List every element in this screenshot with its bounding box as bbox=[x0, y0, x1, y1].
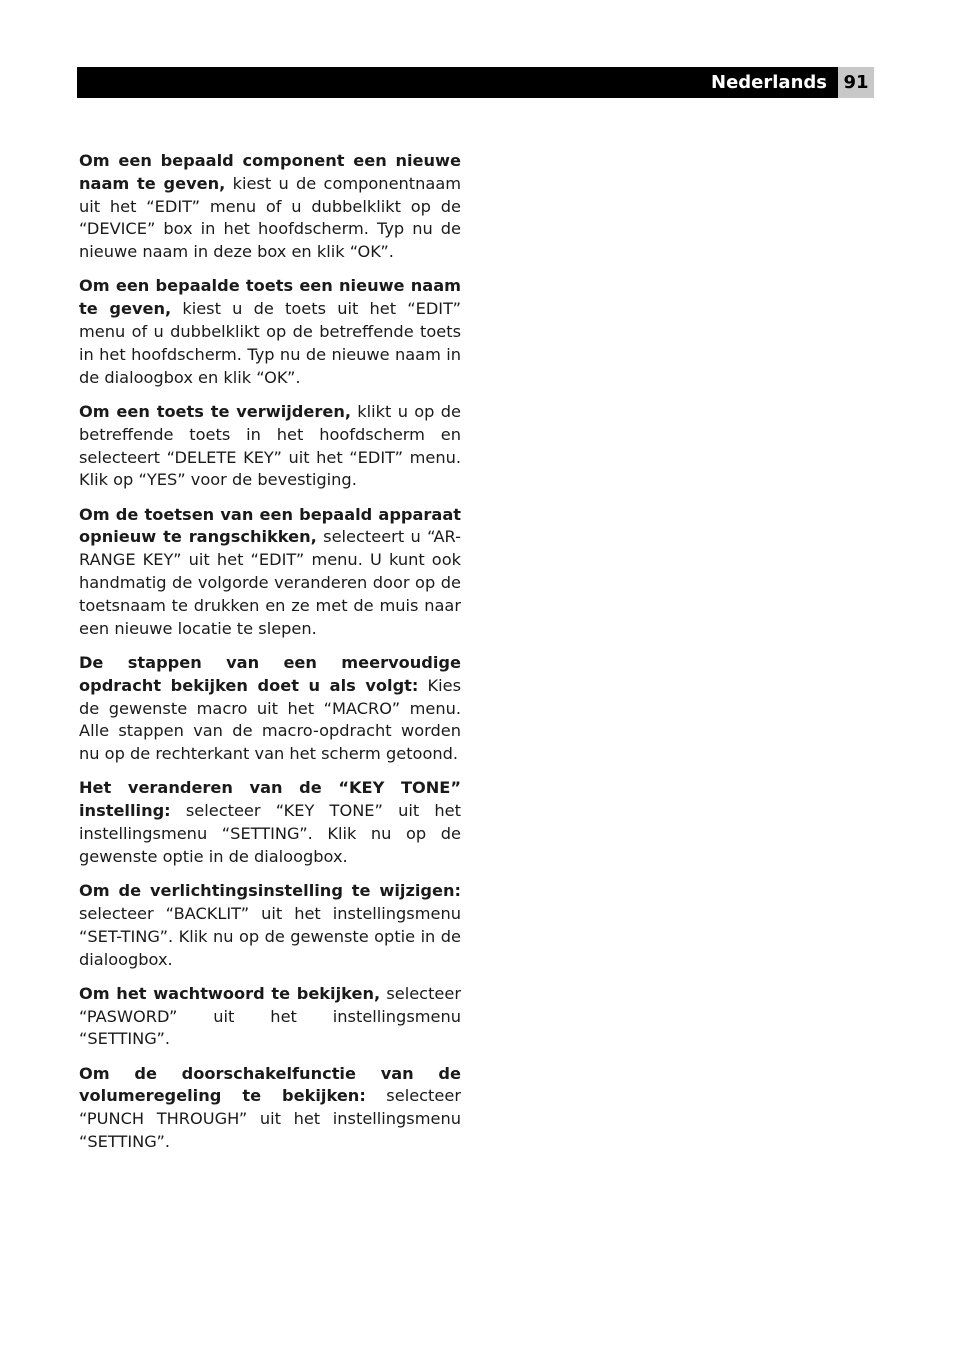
paragraph-macro-steps bbox=[79, 652, 461, 766]
paragraph-body: selecteert u “AR-RANGE KEY” uit het “EDIT” menu. U kunt ook handmatig de volgorde veranderen door op de toetsnaam te drukken en ze met de muis naar een nieuwe locatie te slepen. bbox=[79, 527, 461, 638]
main-text-column bbox=[79, 150, 461, 1165]
paragraph-lead: Om een toets te verwijderen, bbox=[79, 401, 351, 421]
page-header bbox=[77, 67, 874, 98]
header-language: Nederlands bbox=[711, 72, 827, 93]
paragraph-body: selecteer “KEY TONE” uit het instellingsmenu “SETTING”. Klik nu op de gewenste optie in de dialoogbox. bbox=[79, 801, 461, 866]
paragraph-lead: Om de toetsen van een bepaald apparaat opnieuw te rangschikken, bbox=[79, 504, 461, 547]
paragraph-body: klikt u op de betreffende toets in het hoofdscherm en selecteert “DELETE KEY” uit het “EDIT” menu. Klik op “YES” voor de bevestiging. bbox=[79, 401, 461, 490]
paragraph-body: kiest u de componentnaam uit het “EDIT” menu of u dubbelklikt op de “DEVICE” box in het hoofdscherm. Typ nu de nieuwe naam in deze box en klik “OK”. bbox=[79, 173, 462, 262]
paragraph-lead: Om een bepaalde toets een nieuwe naam te geven, bbox=[79, 276, 461, 319]
paragraph-lead: Het veranderen van de “KEY TONE” instelling: bbox=[79, 778, 461, 821]
paragraph-backlight bbox=[79, 880, 461, 971]
paragraph-lead: Om de doorschakelfunctie van de volumeregeling te bekijken: bbox=[79, 1063, 461, 1106]
paragraph-body: selecteer “BACKLIT” uit het instellingsmenu “SET-TING”. Klik nu op de gewenste optie in de dialoogbox. bbox=[79, 903, 461, 969]
paragraph-punch-through bbox=[79, 1063, 461, 1154]
paragraph-lead: De stappen van een meervoudige opdracht bekijken doet u als volgt: bbox=[79, 652, 461, 695]
paragraph-rename-component bbox=[79, 150, 461, 264]
paragraph-body: kiest u de toets uit het “EDIT” menu of u dubbelklikt op de betreffende toets in het hoofdscherm. Typ nu de nieuwe naam in de dialoogbox en klik “OK”. bbox=[79, 299, 461, 387]
paragraph-lead: Om een bepaald component een nieuwe naam te geven, bbox=[79, 151, 461, 193]
paragraph-rename-key bbox=[79, 275, 461, 389]
paragraph-lead: Om de verlichtingsinstelling te wijzigen: bbox=[79, 881, 461, 901]
paragraph-body: Kies de gewenste macro uit het “MACRO” menu. Alle stappen van de macro-opdracht worden nu op de rechterkant van het scherm getoond. bbox=[79, 675, 462, 764]
paragraph-body: selecteer “PASWORD” uit het instellingsmenu “SETTING”. bbox=[79, 983, 461, 1049]
paragraph-delete-key bbox=[79, 401, 461, 492]
paragraph-lead: Om het wachtwoord te bekijken, bbox=[79, 983, 381, 1003]
paragraph-key-tone bbox=[79, 777, 461, 868]
paragraph-password bbox=[79, 983, 461, 1051]
page-number: 91 bbox=[838, 67, 874, 98]
paragraph-arrange-keys bbox=[79, 504, 461, 641]
paragraph-body: selecteer “PUNCH THROUGH” uit het instellingsmenu “SETTING”. bbox=[79, 1086, 461, 1152]
